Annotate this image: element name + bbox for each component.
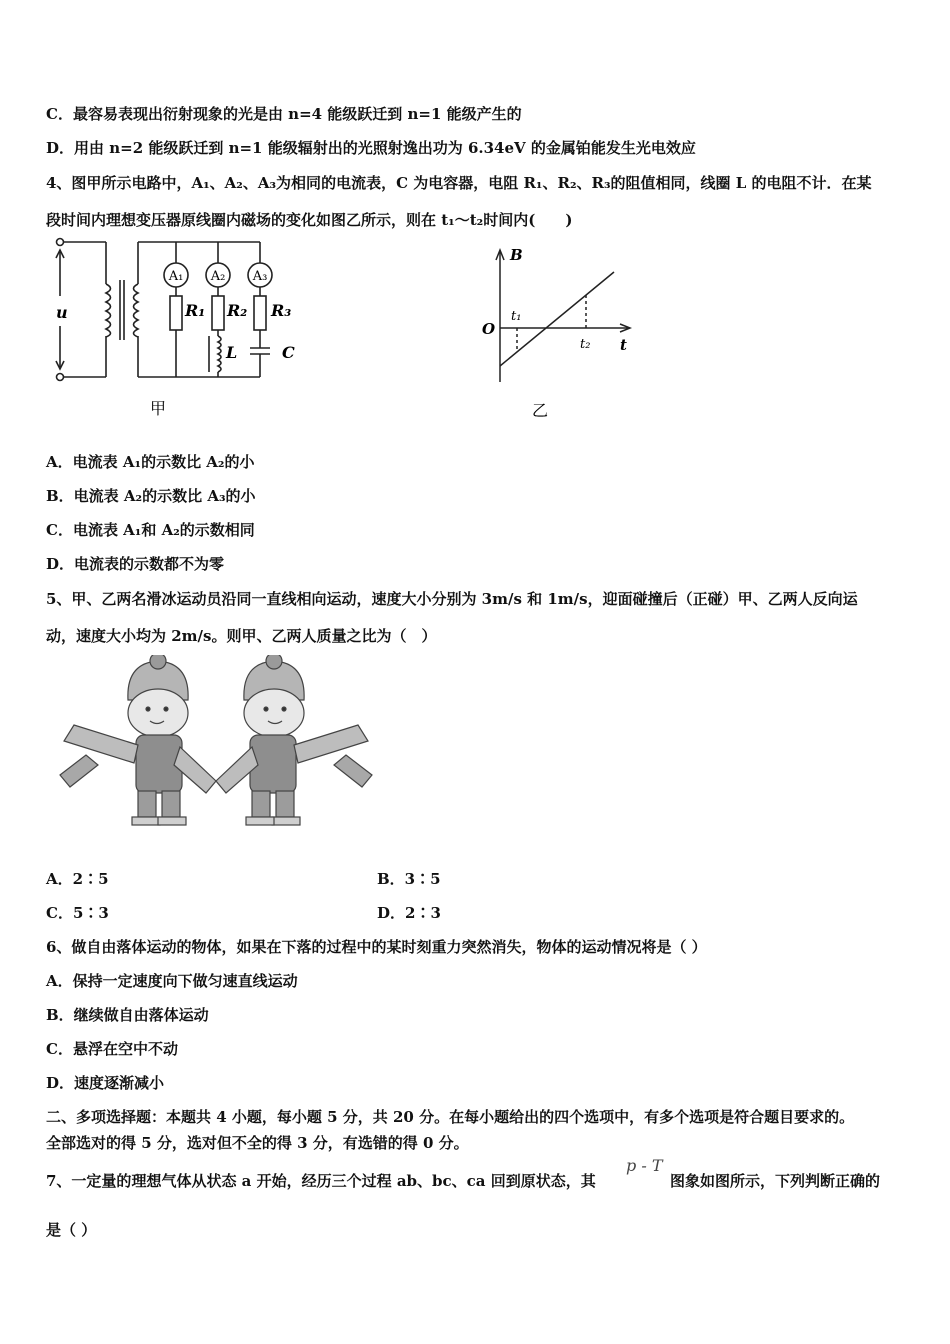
circuit-figure bbox=[46, 236, 346, 421]
pt-symbol: p - T bbox=[626, 1156, 663, 1175]
q4-stem-line1: 4、图甲所示电路中，A₁、A₂、A₃为相同的电流表，C 为电容器，电阻 R₁、R₂、R₃的阻值相同，线圈 L 的电阻不计．在某 bbox=[46, 174, 872, 192]
meter-a1: A₁ bbox=[168, 269, 184, 284]
q7-stem-part2: 图象如图所示，下列判断正确的 bbox=[670, 1172, 881, 1190]
inductor-label: L bbox=[226, 343, 238, 362]
q5-option-b: B．3∶5 bbox=[377, 870, 441, 888]
meter-a2: A₂ bbox=[210, 269, 226, 284]
q4-option-b: B．电流表 A₂的示数比 A₃的小 bbox=[46, 487, 256, 505]
axis-b-label: B bbox=[510, 246, 523, 264]
q5-option-d: D．2∶3 bbox=[377, 904, 441, 922]
q5-option-a: A．2∶5 bbox=[46, 870, 109, 888]
q5-option-c: C．5∶3 bbox=[46, 904, 109, 922]
q4-stem-line2: 段时间内理想变压器原线圈内磁场的变化如图乙所示，则在 t₁～t₂时间内( ) bbox=[46, 211, 573, 229]
q6-option-c: C．悬浮在空中不动 bbox=[46, 1040, 178, 1058]
meter-a3: A₃ bbox=[252, 269, 268, 284]
q6-option-b: B．继续做自由落体运动 bbox=[46, 1006, 209, 1024]
q7-stem-part1: 7、一定量的理想气体从状态 a 开始，经历三个过程 ab、bc、ca 回到原状态，其 bbox=[46, 1172, 596, 1190]
q7-stem-line2: 是（ ） bbox=[46, 1221, 97, 1239]
t2-label: t₂ bbox=[580, 337, 591, 352]
q3-option-d: D．用由 n=2 能级跃迁到 n=1 能级辐射出的光照射逸出功为 6.34eV 的金属铂能发生光电效应 bbox=[46, 139, 696, 157]
bt-graph-figure bbox=[476, 240, 646, 425]
resistor-r2: R₂ bbox=[227, 301, 248, 320]
origin-label: O bbox=[482, 320, 496, 338]
q5-stem-line1: 5、甲、乙两名滑冰运动员沿同一直线相向运动，速度大小分别为 3m/s 和 1m/s，迎面碰撞后（正碰）甲、乙两人反向运 bbox=[46, 590, 858, 608]
figure-b-caption: 乙 bbox=[532, 401, 549, 420]
t1-label: t₁ bbox=[511, 309, 522, 324]
q3-option-c: C．最容易表现出衍射现象的光是由 n=4 能级跃迁到 n=1 能级产生的 bbox=[46, 105, 522, 123]
section2-heading-line2: 全部选对的得 5 分，选对但不全的得 3 分，有选错的得 0 分。 bbox=[46, 1134, 469, 1152]
q6-option-d: D．速度逐渐减小 bbox=[46, 1074, 165, 1092]
q4-option-c: C．电流表 A₁和 A₂的示数相同 bbox=[46, 521, 255, 539]
q6-option-a: A．保持一定速度向下做匀速直线运动 bbox=[46, 972, 298, 990]
skaters-illustration bbox=[46, 655, 386, 835]
skater-left bbox=[60, 655, 216, 825]
q4-option-a: A．电流表 A₁的示数比 A₂的小 bbox=[46, 453, 255, 471]
q6-stem: 6、做自由落体运动的物体，如果在下落的过程中的某时刻重力突然消失，物体的运动情况将是（ ） bbox=[46, 938, 707, 956]
skater-right bbox=[216, 655, 372, 825]
u-label: u bbox=[56, 303, 68, 322]
q5-stem-line2: 动，速度大小均为 2m/s。则甲、乙两人质量之比为（ ） bbox=[46, 627, 437, 645]
q4-option-d: D．电流表的示数都不为零 bbox=[46, 555, 225, 573]
figure-a-caption: 甲 bbox=[150, 399, 167, 418]
capacitor-label: C bbox=[282, 343, 295, 362]
resistor-r3: R₃ bbox=[271, 301, 292, 320]
resistor-r1: R₁ bbox=[185, 301, 206, 320]
axis-t-label: t bbox=[620, 336, 627, 354]
section2-heading-line1: 二、多项选择题：本题共 4 小题，每小题 5 分，共 20 分。在每小题给出的四个选项中，有多个选项是符合题目要求的。 bbox=[46, 1108, 855, 1126]
